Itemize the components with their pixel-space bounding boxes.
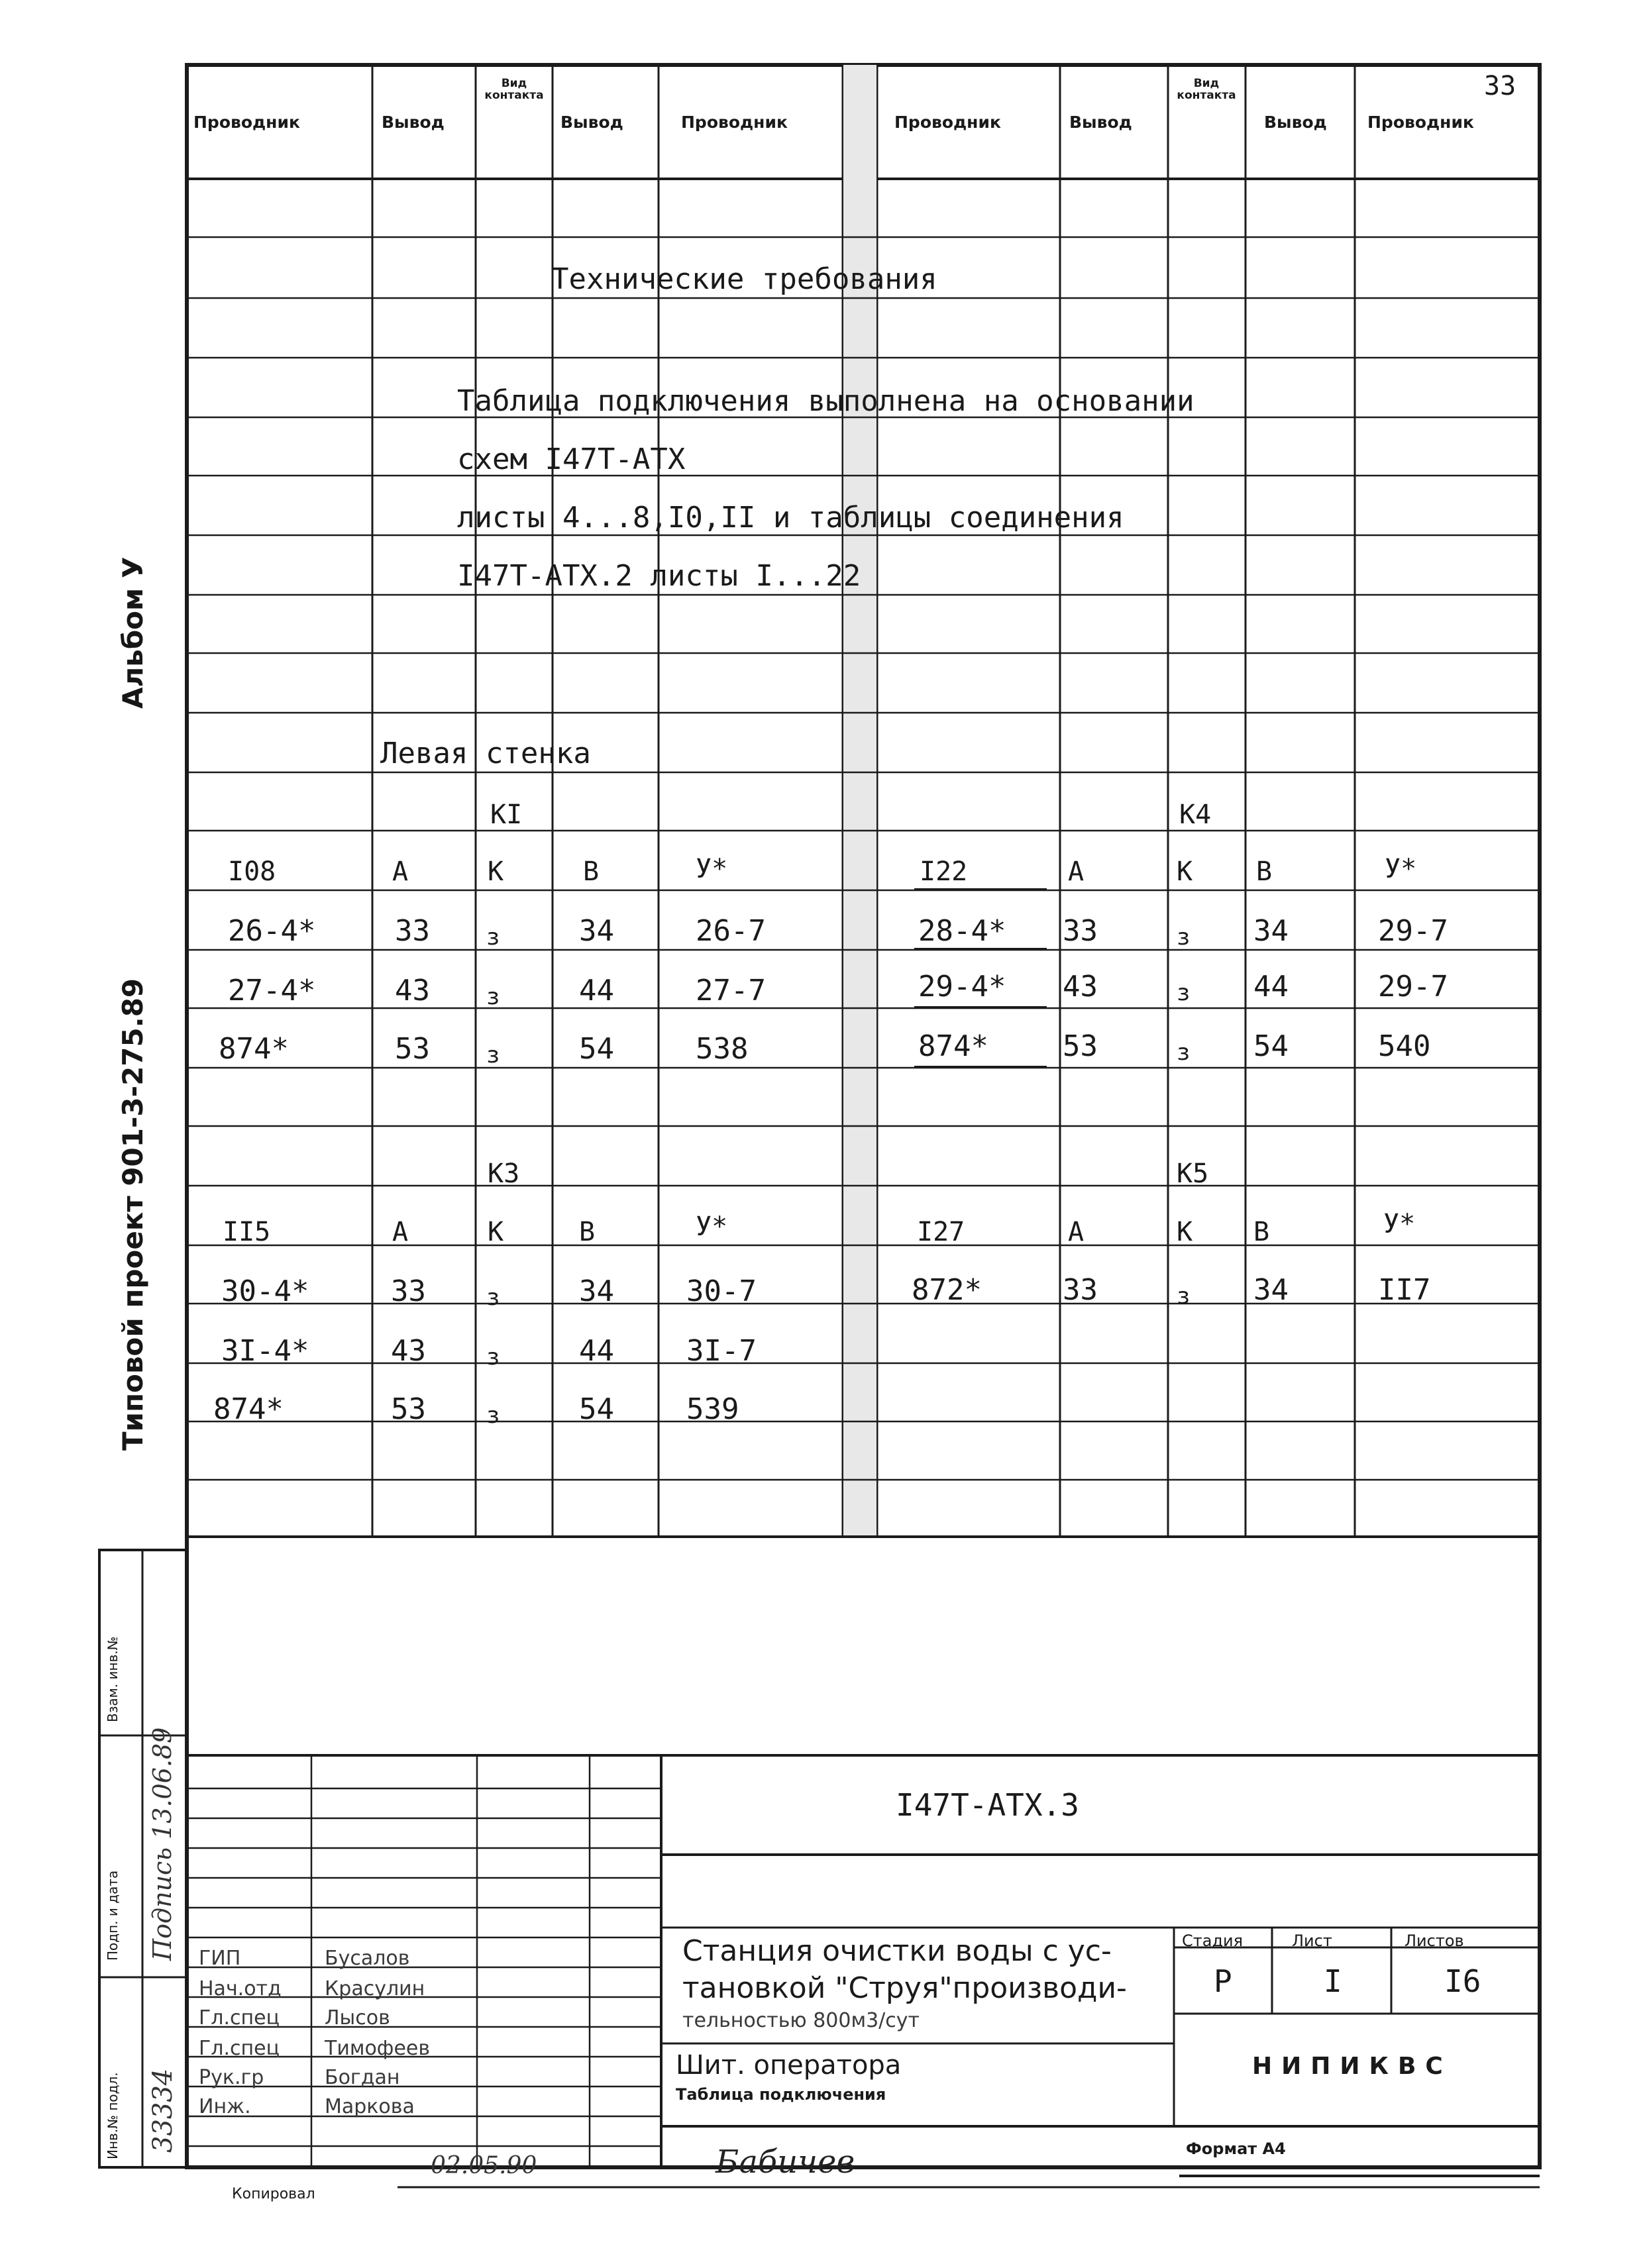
k3-row2-contact: з [486, 1344, 500, 1370]
signer-name-1: Бусалов [325, 1947, 410, 1970]
project-label: Типовой проект 901-3-275.89 [117, 978, 149, 1451]
k4-header-conductor: I22 [920, 856, 968, 887]
k4-row3-target: 540 [1378, 1029, 1431, 1063]
k1-row3-terminal-a: 53 [395, 1032, 430, 1066]
k1-row2-terminal-b: 44 [579, 974, 614, 1007]
k3-row3-contact: з [486, 1402, 500, 1429]
requirements-title: Технические требования [551, 262, 937, 296]
k1-row2-terminal-a: 43 [395, 974, 430, 1007]
signer-role-3: Гл.спец [199, 2006, 280, 2030]
header-conductor-right-1: Проводник [894, 113, 1001, 132]
k5-row1-contact: з [1177, 1283, 1191, 1310]
signer-role-6: Инж. [199, 2095, 251, 2118]
k3-row3-target: 539 [686, 1392, 739, 1426]
stamp-signature: Бабичев [716, 2143, 855, 2181]
k1-row3-conductor: 874* [219, 1032, 289, 1066]
k4-row1-target: 29-7 [1378, 914, 1448, 948]
k4-header-target: У* [1385, 854, 1417, 884]
signer-name-2: Красулин [325, 1977, 425, 2000]
k4-header-terminal-a: А [1068, 856, 1085, 887]
sheet-number: 33 [1484, 71, 1516, 101]
k1-row3-target: 538 [696, 1032, 749, 1066]
k1-row1-terminal-a: 33 [395, 914, 430, 948]
k1-row2-contact: з [486, 984, 500, 1010]
k4-row1-terminal-a: 33 [1063, 914, 1098, 948]
k1-row2-target: 27-7 [696, 974, 766, 1007]
album-label: Альбом У [117, 556, 149, 709]
k3-row2-terminal-b: 44 [579, 1334, 614, 1368]
header-conductor-left-1: Проводник [193, 113, 300, 132]
signer-role-4: Гл.спец [199, 2037, 280, 2060]
k5-label: К5 [1177, 1159, 1209, 1189]
k1-row1-target: 26-7 [696, 914, 766, 948]
header-contact-type-left: Вид контакта [484, 77, 544, 102]
k5-row1-target: II7 [1378, 1273, 1431, 1307]
k4-row2-contact: з [1177, 980, 1191, 1006]
k3-row3-conductor: 874* [213, 1392, 284, 1426]
k4-row2-conductor: 29-4* [918, 970, 1006, 1004]
signer-name-3: Лысов [325, 2006, 390, 2030]
k4-header-terminal-b: В [1256, 856, 1273, 887]
sheet-value: I [1324, 1963, 1342, 1999]
sheets-label: Листов [1404, 1932, 1464, 1950]
k4-row3-contact: з [1177, 1039, 1191, 1066]
header-terminal-right-2: Вывод [1264, 113, 1327, 132]
requirements-line-1: Таблица подключения выполнена на основании [457, 384, 1194, 418]
sign-date-label: Подп. и дата [105, 1870, 121, 1961]
sheet-title-line-2: Таблица подключения [676, 2085, 886, 2104]
header-conductor-right-2: Проводник [1367, 113, 1474, 132]
k4-row2-target: 29-7 [1378, 970, 1448, 1004]
organization: НИПИКВС [1252, 2053, 1452, 2080]
k1-row1-terminal-b: 34 [579, 914, 614, 948]
k3-row1-conductor: 30-4* [221, 1274, 309, 1308]
requirements-line-4: I47Т-АТХ.2 листы I...22 [457, 559, 861, 593]
k3-header-target: У* [696, 1211, 728, 1242]
k1-label: КI [490, 799, 523, 830]
stage-value: Р [1214, 1963, 1232, 1999]
k5-row1-terminal-a: 33 [1063, 1273, 1098, 1307]
header-terminal-right-1: Вывод [1069, 113, 1132, 132]
signer-name-5: Богдан [325, 2066, 400, 2089]
k3-row3-terminal-a: 53 [391, 1392, 426, 1426]
inv-orig-label: Инв.№ подл. [105, 2072, 121, 2159]
inv-orig-value: 33334 [148, 2068, 178, 2153]
sheets-value: I6 [1444, 1963, 1481, 1999]
k5-row1-conductor: 872* [912, 1273, 982, 1307]
k4-row3-terminal-b: 54 [1253, 1029, 1289, 1063]
k3-row2-conductor: 3I-4* [221, 1334, 309, 1368]
k5-header-terminal-b: В [1253, 1217, 1270, 1247]
k1-row1-conductor: 26-4* [228, 914, 316, 948]
sign-date-value: Подпись 13.06.89 [148, 1727, 177, 1961]
k3-header-terminal-a: А [392, 1217, 409, 1247]
k4-row1-conductor: 28-4* [918, 914, 1006, 948]
k1-row3-contact: з [486, 1042, 500, 1068]
section-title: Левая стенка [380, 737, 591, 770]
k3-row2-terminal-a: 43 [391, 1334, 426, 1368]
k3-header-terminal-b: В [579, 1217, 596, 1247]
k4-row2-terminal-a: 43 [1063, 970, 1098, 1004]
k4-header-contact: К [1177, 856, 1193, 887]
header-terminal-left-1: Вывод [382, 113, 445, 132]
signer-role-5: Рук.гр [199, 2066, 264, 2089]
description-line-3: тельностью 800м3/сут [682, 2009, 920, 2032]
k4-row3-conductor: 874* [918, 1029, 988, 1063]
k1-row2-conductor: 27-4* [228, 974, 316, 1007]
k4-row3-terminal-a: 53 [1063, 1029, 1098, 1063]
k3-header-contact: К [488, 1217, 504, 1247]
description-line-2: тановкой "Струя"производи- [682, 1971, 1127, 2005]
k5-row1-terminal-b: 34 [1253, 1273, 1289, 1307]
k1-header-terminal-b: В [583, 856, 600, 887]
stage-label: Стадия [1182, 1932, 1244, 1950]
k5-header-contact: К [1177, 1217, 1193, 1247]
signer-name-6: Маркова [325, 2095, 415, 2118]
requirements-line-3: листы 4...8,I0,II и таблицы соединения [457, 501, 1124, 535]
k1-row3-terminal-b: 54 [579, 1032, 614, 1066]
k4-row2-terminal-b: 44 [1253, 970, 1289, 1004]
copied-label: Копировал [232, 2186, 315, 2202]
description-line-1: Станция очистки воды с ус- [682, 1934, 1112, 1968]
k1-header-conductor: I08 [228, 856, 276, 887]
k4-label: К4 [1179, 799, 1212, 830]
k1-header-contact: К [488, 856, 504, 887]
k3-row1-target: 30-7 [686, 1274, 757, 1308]
header-terminal-left-2: Вывод [560, 113, 623, 132]
k4-row1-contact: з [1177, 924, 1191, 951]
k3-label: К3 [488, 1159, 520, 1189]
format-label: Формат А4 [1186, 2139, 1286, 2158]
header-contact-type-right: Вид контакта [1177, 77, 1236, 102]
k3-row1-contact: з [486, 1284, 500, 1311]
sheet-title-line-1: Шит. оператора [676, 2050, 902, 2081]
k1-row1-contact: з [486, 924, 500, 951]
k5-header-terminal-a: А [1068, 1217, 1085, 1247]
requirements-line-2: схем I47Т-АТХ [457, 442, 686, 476]
k5-header-conductor: I27 [917, 1217, 965, 1247]
signer-name-4: Тимофеев [325, 2037, 431, 2060]
stamp-date: 02.05.90 [431, 2152, 537, 2179]
k3-header-conductor: II5 [223, 1217, 271, 1247]
signer-role-1: ГИП [199, 1947, 241, 1970]
k5-header-target: У* [1383, 1209, 1416, 1239]
k3-row1-terminal-a: 33 [391, 1274, 426, 1308]
sheet-label: Лист [1292, 1932, 1332, 1950]
k3-row2-target: 3I-7 [686, 1334, 757, 1368]
k4-row1-terminal-b: 34 [1253, 914, 1289, 948]
k3-row1-terminal-b: 34 [579, 1274, 614, 1308]
signer-role-2: Нач.отд [199, 1977, 282, 2000]
k1-header-terminal-a: А [392, 856, 409, 887]
header-conductor-left-2: Проводник [681, 113, 788, 132]
doc-code: I47Т-АТХ.3 [896, 1787, 1079, 1823]
k1-header-target: У* [696, 854, 728, 884]
k3-row3-terminal-b: 54 [579, 1392, 614, 1426]
replace-inv-label: Взам. инв.№ [105, 1636, 121, 1722]
